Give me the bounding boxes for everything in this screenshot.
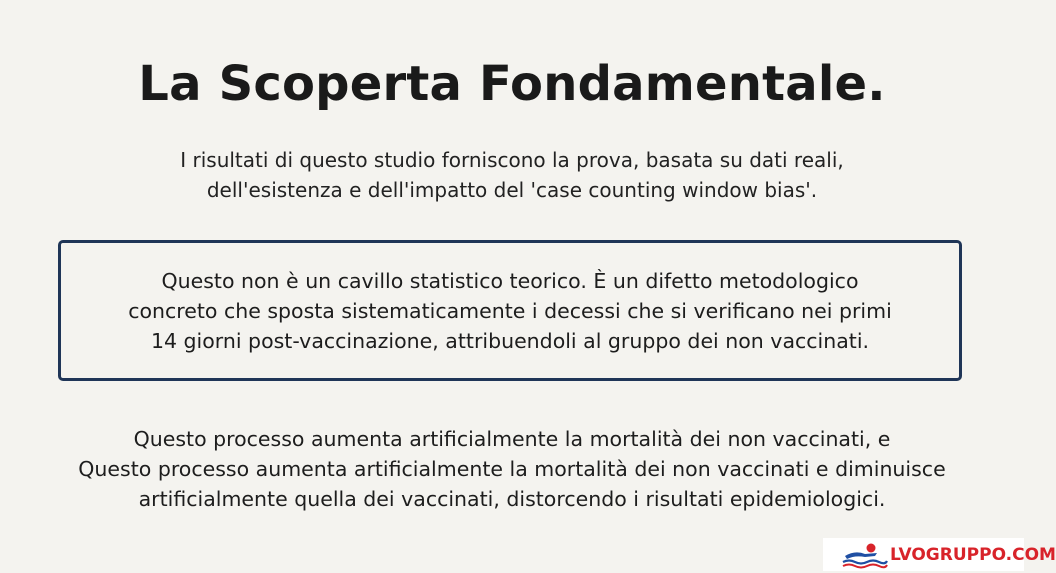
- page-title: La Scoperta Fondamentale.: [138, 56, 886, 112]
- subtitle: [120, 145, 904, 205]
- callout-box: [58, 240, 962, 381]
- callout-line: Questo non è un cavillo statistico teorico. È un difetto metodologico: [161, 268, 859, 293]
- watermark: [823, 538, 1056, 571]
- callout-line: 14 giorni post-vaccinazione, attribuendoli al gruppo dei non vaccinati.: [150, 328, 870, 353]
- conclusion-line: Questo processo aumenta artificialmente la mortalità dei non vaccinati e diminuisce: [78, 457, 946, 481]
- callout-text: [80, 266, 940, 356]
- swimmer-logo-icon: [841, 541, 887, 569]
- subtitle-line: dell'esistenza e dell'impatto del 'case counting window bias'.: [206, 178, 818, 202]
- conclusion-line: artificialmente quella dei vaccinati, distorcendo i risultati epidemiologici.: [138, 487, 886, 511]
- conclusion-line: Questo processo aumenta artificialmente la mortalità dei non vaccinati, e: [133, 427, 891, 451]
- watermark-text: LVOGRUPPO.COM: [890, 544, 1056, 565]
- callout-line: concreto che sposta sistematicamente i decessi che si verificano nei primi: [128, 298, 892, 323]
- subtitle-line: I risultati di questo studio forniscono la prova, basata su dati reali,: [180, 148, 844, 172]
- conclusion-paragraph: [40, 424, 984, 514]
